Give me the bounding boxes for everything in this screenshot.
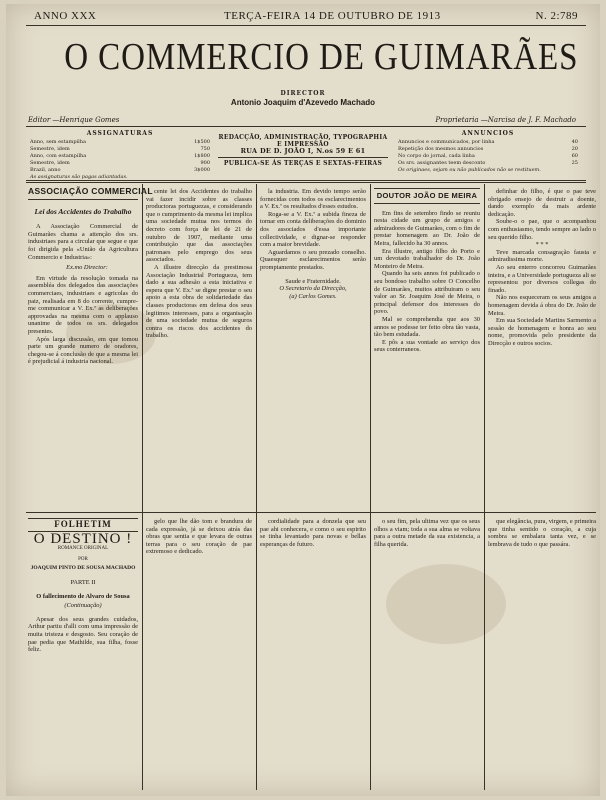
- subscription-row: Anno, com estampilha 1$800: [30, 153, 210, 159]
- paragraph: Mal se comprehendia que aos 30 annos se podesse ter feito obra tão vasta, tão bem estudada.: [374, 315, 480, 339]
- article-title: DOUTOR JOÃO DE MEIRA: [376, 191, 478, 200]
- year-label: ANNO XXX: [34, 10, 97, 22]
- divider: [26, 126, 586, 127]
- folhetim-continuation: [374, 518, 480, 790]
- signoff: Saude e Fraternidade.: [285, 277, 341, 285]
- paragraph: la industria. Em devido tempo serão fornecidas com todos os esclarecimentos a V. Ex.ª os resultados d'esses estudos.: [260, 188, 366, 211]
- editor-credit: Editor —Henrique Gomes: [28, 116, 120, 124]
- office-address: RUA DE D. JOÃO I, N.os 59 E 61: [240, 147, 366, 155]
- paragraph: Aguardamos o seu prezado conselho. Quaesquer esclarecimentos serão promptamente prestados.: [260, 248, 366, 271]
- paragraph: Soube-o o pae, que o acompanhou com enthusiasmo, tendo sempre ao lado o seu querido filho.: [488, 218, 596, 241]
- article-subtitle: Lei dos Accidentes do Trabalho: [34, 206, 132, 216]
- novel-part: PARTE II: [70, 578, 96, 586]
- column-rule: [142, 184, 143, 790]
- folhetim-continuation: [488, 518, 596, 790]
- ad-row: Os srs. assignantes teem desconto 25: [398, 160, 578, 166]
- novel-subtitle: ROMANCE ORIGINAL: [57, 546, 109, 552]
- paragraph: Teve marcada consagração fausta e admiradissima morte.: [488, 248, 596, 264]
- subscription-row: Brazil, anno 3$000: [30, 167, 210, 173]
- chapter-title: O fallecimento de Alvaro de Sousa: [36, 592, 130, 600]
- ads-title: ANNUNCIOS: [461, 130, 515, 137]
- paragraph: Era illustre, antigo filho do Porto e um devotado trabalhador do Dr. João Monteiro de Meira.: [374, 247, 480, 270]
- paragraph: Ao seu enterro concorreu Guimarães inteira, e a Universidade portugueza ali se representou por diversos collegas do finado.: [488, 263, 596, 294]
- folhetim-label: FOLHETIM: [54, 519, 112, 529]
- signature-role: O Secretario da Direcção,: [279, 285, 347, 293]
- paragraph: A Associação Commercial de Guimarães chama a attenção dos srs. industriaes para a circular que segue e que foi dirigida pela «União da Agricultura Commercio e Industria»:: [28, 223, 138, 261]
- novel-author: JOAQUIM PINTO DE SOUSA MACHADO: [30, 565, 136, 572]
- subscription-row: Semestre, idem 900: [30, 160, 210, 166]
- proprietor-credit: Proprietaria —Narcisa de J. F. Machado: [435, 116, 576, 124]
- signature-name: (a) Carlos Gomes.: [289, 292, 337, 300]
- article-continuation: [488, 188, 596, 508]
- article-continuation: [260, 188, 366, 508]
- folhetim-continuation: [260, 518, 366, 790]
- office-line: E IMPRESSÃO: [277, 141, 329, 148]
- director-label: DIRECTOR: [280, 90, 326, 97]
- paragraph: o seu fim, pela ultima vez que os seus olhos a viam; toda a sua alma se voltava para a outra metade da sua existencia, a filha querida.: [374, 518, 480, 548]
- continuation-note: (Continuação): [64, 602, 102, 610]
- paragraph: E pôs a sua vontade ao serviço dos seus conterraneos.: [374, 338, 480, 354]
- office-line: REDACÇÃO, ADMINISTRAÇÃO, TYPOGRAPHIA: [218, 134, 388, 141]
- divider: [370, 512, 596, 513]
- paragraph: gelo que lhe dão tom e brandura de cada expressão, já se deixou atrás das obras que sentia e que levara de outras terras para o seu coração de pae extremoso e dedicado.: [146, 518, 252, 556]
- subscriptions-note: As assignaturas são pagas adiantadas.: [30, 174, 128, 180]
- ad-row: Repetição dos mesmos annuncios 20: [398, 146, 578, 152]
- article-joao-de-meira: [374, 188, 480, 508]
- paragraph: Em sua Sociedade Martins Sarmento a sessão de homenagem e honra ao seu nome, promovida pelo presidente da Direcção e outros socios.: [488, 317, 596, 347]
- paragraph: Em virtude da resolução tomada na assembléa dos delegados das associações commerciaes, industriaes e agricolas do paiz, realisada em 8 do corrente, cumpre-me communicar a V. Ex.ª as deliberações approvadas na mesma com o applauso unanime de todos os srs. delegados presentes.: [28, 274, 138, 335]
- divider: [26, 25, 586, 26]
- paragraph: A illustre direcção da prestimosa Associação Industrial Portugueza, tem dado a sua adhesão a esta iniciativa e espera que V. Ex.ª se digne prestar o seu apoio a esta obra de solidariedade das classes productoras em defesa dos seus legitimos interesses, para a organisação de uma sociedade mutua de seguros contra os riscos dos accidentes do trabalho.: [146, 263, 252, 340]
- divider: [142, 512, 370, 513]
- folhetim-continuation: [146, 518, 252, 790]
- divider: [26, 180, 586, 181]
- paragraph: cente lei dos Accidentes do trabalho vai fazer incidir sobre as classes productoras portuguezas, e considerando que o cumprimento da mesma lei implica uma sociedade mutua nos termos do decreto com força de lei de 21 de outubro de 1907, mediante uma contribuição que das associações patronaes pelo emprego dos seus associados.: [146, 188, 252, 264]
- paragraph: Apesar dos seus grandes cuidados, Arthur partiu d'alli com uma impressão de muita tristeza e desgosto. Seu coração de pae pedia que Mathilde, sua filha, fosse feliz.: [28, 615, 138, 654]
- subscriptions-box: [30, 130, 210, 180]
- divider: [26, 182, 586, 183]
- paragraph: Após larga discussão, em que tomou parte um grande numero de oradores, chegou-se á conclusão de que a mesma lei é prejudicial á industria nacional.: [28, 335, 138, 366]
- director-name: Antonio Joaquim d'Azevedo Machado: [230, 98, 376, 107]
- subscriptions-title: ASSIGNATURAS: [86, 130, 154, 137]
- ads-box: [398, 130, 578, 173]
- subscription-row: Semestre, idem 750: [30, 146, 210, 152]
- publication-days: PUBLICA-SE ÁS TERÇAS E SEXTAS-FEIRAS: [223, 160, 383, 167]
- separator-mark: * * *: [535, 241, 549, 249]
- column-rule: [256, 184, 257, 790]
- greeting: Ex.mo Director:: [66, 264, 108, 272]
- paragraph: Em fins de setembro findo se reuniu nesta cidade um grupo de amigos e admiradores de Guimarães, com o fim de prestar homenagem ao Dr. João de Meira, fallecido ha 30 annos.: [374, 209, 480, 247]
- masthead-title: O COMMERCIO DE GUIMARÃES: [64, 36, 579, 78]
- paragraph: definhar do filho, é que o pae teve obrigado ensejo de destruir a doente, dando exemplo da mais ardente dedicação.: [488, 188, 596, 218]
- ad-row: Annuncios e communicados, por linha 40: [398, 139, 578, 145]
- ads-note: Os originaes, sejam ou não publicados não se restituem.: [398, 167, 541, 173]
- subscription-row: Anno, sem estampilha 1$500: [30, 139, 210, 145]
- divider: [26, 512, 142, 513]
- date-label: TERÇA-FEIRA 14 DE OUTUBRO DE 1913: [224, 10, 441, 22]
- newspaper-page: [6, 4, 600, 796]
- office-box: [218, 134, 388, 167]
- paragraph: cordialidade para a donzela que seu pae ahi conhecera, e como o seu espirito se tinha levantado para novas e bellas esperanças de futuro.: [260, 518, 366, 548]
- paragraph: Não nos esqueceram os seus amigos a homenagem devida á obra do Dr. João de Meira.: [488, 294, 596, 317]
- article-associacao: [28, 186, 153, 504]
- novel-by: POR: [78, 556, 88, 562]
- ad-row: No corpo do jornal, cada linha 60: [398, 153, 578, 159]
- novel-title: O DESTINO !: [33, 530, 133, 547]
- column-rule: [370, 184, 371, 790]
- issue-number: N. 2:789: [535, 10, 578, 22]
- article-continuation: [146, 188, 252, 510]
- paragraph: Roga-se a V. Ex.ª a subida fineza de tornar em conta deliberações do dominio dos associados d'essa importante collectividade, e dignar-se responder com a maior brevidade.: [260, 210, 366, 249]
- article-title: ASSOCIAÇÃO COMMERCIAL: [28, 186, 153, 196]
- dateline: [34, 8, 578, 24]
- column-rule: [484, 184, 485, 790]
- paragraph: Quando ha seis annos foi publicado o seu bondoso trabalho sobre O Concelho de Guimarães, muitos attribuiram o seu valor ao Sr. Joaquim José de Meira, o principal defensor dos interesses do povo.: [374, 270, 480, 316]
- folhetim-section: [28, 518, 138, 790]
- paragraph: que elegância, pura, virgem, e primeira que tinha sentido o coração, a cuja sombra se embalara tanta vez, e se lembrava de tudo o que passára.: [488, 518, 596, 548]
